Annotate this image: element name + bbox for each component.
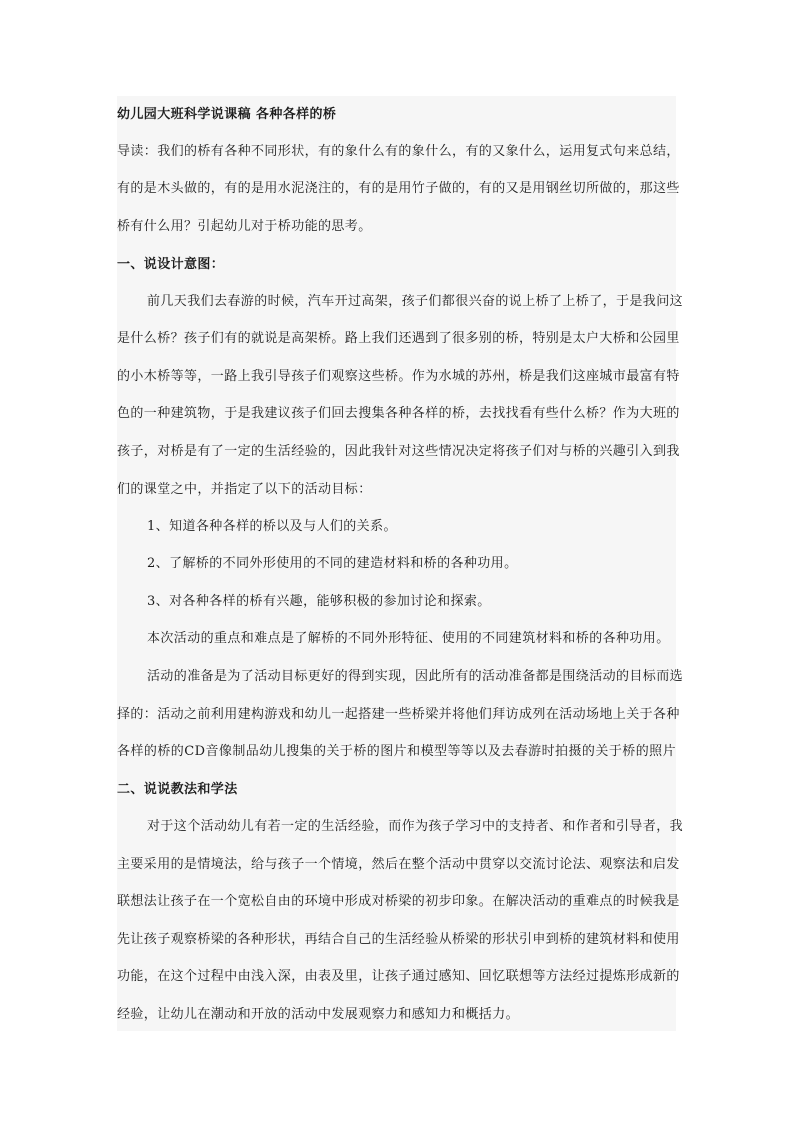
goal-item: 1、知道各种各样的桥以及与人们的关系。 xyxy=(147,519,397,534)
paragraph-line: 们的课堂之中，并指定了以下的活动目标： xyxy=(117,482,372,497)
paragraph-line: 是什么桥？孩子们有的就说是高架桥。路上我们还遇到了很多别的桥，特别是太户大桥和公园里 xyxy=(117,331,680,346)
paragraph-line: 前几天我们去春游的时候，汽车开过高架，孩子们都很兴奋的说上桥了上桥了，于是我问这 xyxy=(147,294,684,309)
paragraph-line: 择的：活动之前利用建构游戏和幼儿一起搭建一些桥梁并将他们拜访成列在活动场地上关于各种 xyxy=(117,707,680,722)
paragraph-line: 功能，在这个过程中由浅入深，由表及里，让孩子通过感知、回忆联想等方法经过提炼形成新的 xyxy=(117,969,680,984)
paragraph-line: 先让孩子观察桥梁的各种形状，再结合自己的生活经验从桥梁的形状引申到桥的建筑材料和使用 xyxy=(117,932,680,947)
paragraph-line: 对于这个活动幼儿有若一定的生活经验，而作为孩子学习中的支持者、和作者和引导者，我 xyxy=(147,819,684,834)
paragraph-line: 联想法让孩子在一个宽松自由的环境中形成对桥梁的初步印象。在解决活动的重难点的时候我是 xyxy=(117,894,680,909)
paragraph-line: 孩子，对桥是有了一定的生活经验的，因此我针对这些情况决定将孩子们对与桥的兴趣引入到我 xyxy=(117,444,680,459)
paragraph-line: 色的一种建筑物，于是我建议孩子们回去搜集各种各样的桥，去找找看有些什么桥？作为大班的 xyxy=(117,406,680,421)
paragraph-line: 的小木桥等等，一路上我引导孩子们观察这些桥。作为水城的苏州，桥是我们这座城市最富有特 xyxy=(117,369,680,384)
key-points-line: 本次活动的重点和难点是了解桥的不同外形特征、使用的不同建筑材料和桥的各种功用。 xyxy=(147,631,670,646)
paragraph-line: 活动的准备是为了活动目标更好的得到实现，因此所有的活动准备都是围绕活动的目标而选 xyxy=(147,669,684,684)
intro-line: 有的是木头做的，有的是用水泥浇注的，有的是用竹子做的，有的又是用钢丝切所做的，那这些 xyxy=(117,181,680,196)
goal-item: 2、了解桥的不同外形使用的不同的建造材料和桥的各种功用。 xyxy=(147,556,518,571)
intro-line: 导读：我们的桥有各种不同形状，有的象什么有的象什么，有的又象什么，运用复式句来总结， xyxy=(117,144,680,159)
paragraph-line: 各样的桥的CD音像制品幼儿搜集的关于桥的图片和模型等等以及去春游时拍摄的关于桥的照片 xyxy=(117,744,676,759)
section-heading-design-intent: 一、说设计意图： xyxy=(117,257,225,272)
goal-item: 3、对各种各样的桥有兴趣，能够积极的参加讨论和探索。 xyxy=(147,594,491,609)
paragraph-line: 经验，让幼儿在潮动和开放的活动中发展观察力和感知力和概括力。 xyxy=(117,1007,520,1022)
intro-line: 桥有什么用？引起幼儿对于桥功能的思考。 xyxy=(117,219,372,234)
section-heading-methods: 二、说说教法和学法 xyxy=(117,782,238,797)
paragraph-line: 主要采用的是情境法，给与孩子一个情境，然后在整个活动中贯穿以交流讨论法、观察法和启发 xyxy=(117,857,680,872)
document-title: 幼儿园大班科学说课稿 各种各样的桥 xyxy=(117,107,337,122)
